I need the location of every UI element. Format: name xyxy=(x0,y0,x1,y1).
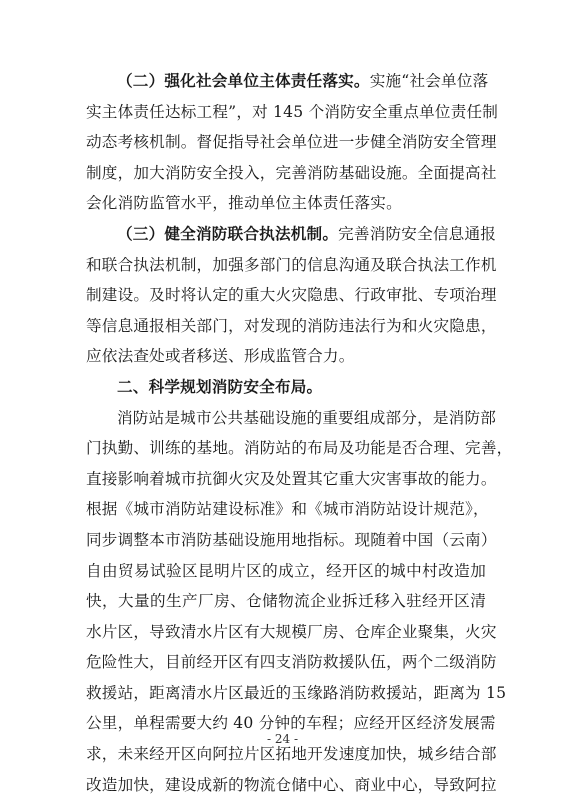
paragraph-2-heading: （三）健全消防联合执法机制。 xyxy=(117,223,339,243)
body-line: 公里，单程需要大约 40 分钟的车程；应经开区经济发展需 xyxy=(86,714,496,733)
body-line: 直接影响着城市抗御火灾及处置其它重大灾害事故的能力。 xyxy=(86,469,497,488)
body-line: 门执勤、训练的基地。消防站的布局及功能是否合理、完善， xyxy=(86,439,513,458)
paragraph-1-text: 实施“社会单位落 xyxy=(369,72,489,90)
body-line: 水片区，导致清水片区有大规模厂房、仓库企业聚集，火灾 xyxy=(86,622,497,641)
body-line: 救援站，距离清水片区最近的玉缘路消防救援站，距离为 15 xyxy=(86,683,507,702)
body-line: 危险性大，目前经开区有四支消防救援队伍，两个二级消防 xyxy=(86,653,497,672)
body-line: 同步调整本市消防基础设施用地指标。现随着中国（云南） xyxy=(86,530,497,549)
paragraph-1-line-1 xyxy=(86,66,489,97)
body-line: 求，未来经开区向阿拉片区拓地开发速度加快，城乡结合部 xyxy=(86,745,497,764)
body-line: 快，大量的生产厂房、仓储物流企业拆迁移入驻经开区清 xyxy=(86,592,486,611)
body-line: 消防站是城市公共基础设施的重要组成部分，是消防部 xyxy=(117,408,497,427)
paragraph-2-line-1 xyxy=(86,219,497,250)
page-number: - 24 - xyxy=(266,732,298,746)
body-line: 自由贸易试验区昆明片区的成立，经开区的城中村改造加 xyxy=(86,561,486,580)
section-heading: 二、科学规划消防安全布局。 xyxy=(117,376,323,396)
paragraph-2-line-4: 等信息通报相关部门，对发现的消防违法行为和火灾隐患， xyxy=(86,316,497,335)
paragraph-2-line-2: 和联合执法机制，加强多部门的信息沟通及联合执法工作机 xyxy=(86,255,497,274)
body-line: 改造加快，建设成新的物流仓储中心、商业中心，导致阿拉 xyxy=(86,775,497,794)
paragraph-1-line-2: 实主体责任达标工程”，对 145 个消防安全重点单位责任制 xyxy=(86,102,499,121)
paragraph-2-line-3: 制建设。及时将认定的重大火灾隐患、行政审批、专项治理 xyxy=(86,286,497,305)
paragraph-1-line-5: 会化消防监管水平，推动单位主体责任落实。 xyxy=(86,194,402,213)
paragraph-1-line-4: 制度，加大消防安全投入，完善消防基础设施。全面提高社 xyxy=(86,163,497,182)
paragraph-2-text: 完善消防安全信息通报 xyxy=(338,224,497,243)
document-page xyxy=(86,66,513,800)
paragraph-2-line-5: 应依法查处或者移送、形成监管合力。 xyxy=(86,347,355,366)
body-line: 根据《城市消防站建设标准》和《城市消防站设计规范》， xyxy=(86,500,489,519)
paragraph-1-line-3: 动态考核机制。督促指导社会单位进一步健全消防安全管理 xyxy=(86,133,497,152)
paragraph-1-heading: （二）强化社会单位主体责任落实。 xyxy=(117,71,370,90)
